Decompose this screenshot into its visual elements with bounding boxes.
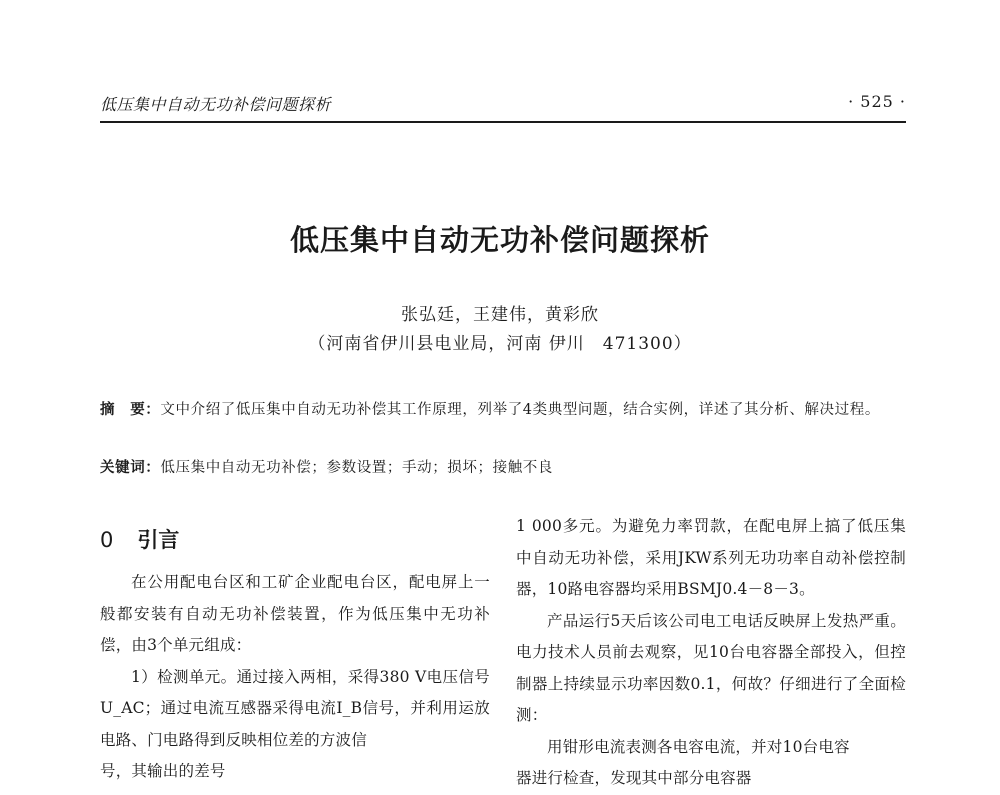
article-authors: 张弘廷，王建伟，黄彩欣	[401, 305, 599, 325]
running-title: 低压集中自动无功补偿问题探析	[100, 95, 332, 114]
trailing-fragment: 号，其输出的差号	[100, 762, 226, 780]
section-title: 引言	[137, 527, 180, 552]
keywords	[100, 455, 906, 481]
right-column	[516, 511, 906, 795]
body-paragraph: 用钳形电流表测各电容电流，并对10台电容	[547, 737, 850, 756]
running-header	[100, 90, 906, 120]
section-heading	[100, 525, 490, 555]
trailing-fragment: 器进行检查，发现其中部分电容器	[516, 769, 752, 787]
section-number: 0	[100, 528, 114, 552]
abstract-text: 文中介绍了低压集中自动无功补偿其工作原理，列举了4类典型问题，结合实例，详述了其分析、解决过程。	[160, 402, 880, 418]
abstract-label: 摘 要：	[100, 401, 161, 418]
header-rule	[100, 121, 906, 123]
keywords-label: 关键词：	[100, 459, 161, 476]
body-paragraph: 1 000多元。为避免力率罚款，在配电屏上搞了低压集中自动无功补偿，采用JKW系列无功功率自动补偿控制器，10路电容器均采用BSMJ0.4－8－3。	[516, 517, 906, 598]
body-paragraph: 产品运行5天后该公司电工电话反映屏上发热严重。电力技术人员前去观察，见10台电容器全部投入，但控制器上持续显示功率因数0.1，何故？仔细进行了全面检测：	[516, 611, 906, 724]
left-column	[100, 525, 490, 788]
body-paragraph: 1）检测单元。通过接入两相，采得380 V电压信号U_AC；通过电流互感器采得电流I_B信号，并利用运放电路、门电路得到反映相位差的方波信	[100, 667, 490, 749]
keywords-text: 低压集中自动无功补偿；参数设置；手动；损坏；接触不良	[160, 460, 554, 476]
article-title: 低压集中自动无功补偿问题探析	[289, 223, 710, 257]
page-number: · 525 ·	[848, 92, 906, 111]
abstract	[100, 395, 906, 425]
article-affiliation: （河南省伊川县电业局，河南 伊川 471300）	[308, 334, 692, 354]
body-paragraph: 在公用配电台区和工矿企业配电台区，配电屏上一般都安装有自动无功补偿装置，作为低压集中无功补偿，由3个单元组成：	[100, 573, 490, 654]
